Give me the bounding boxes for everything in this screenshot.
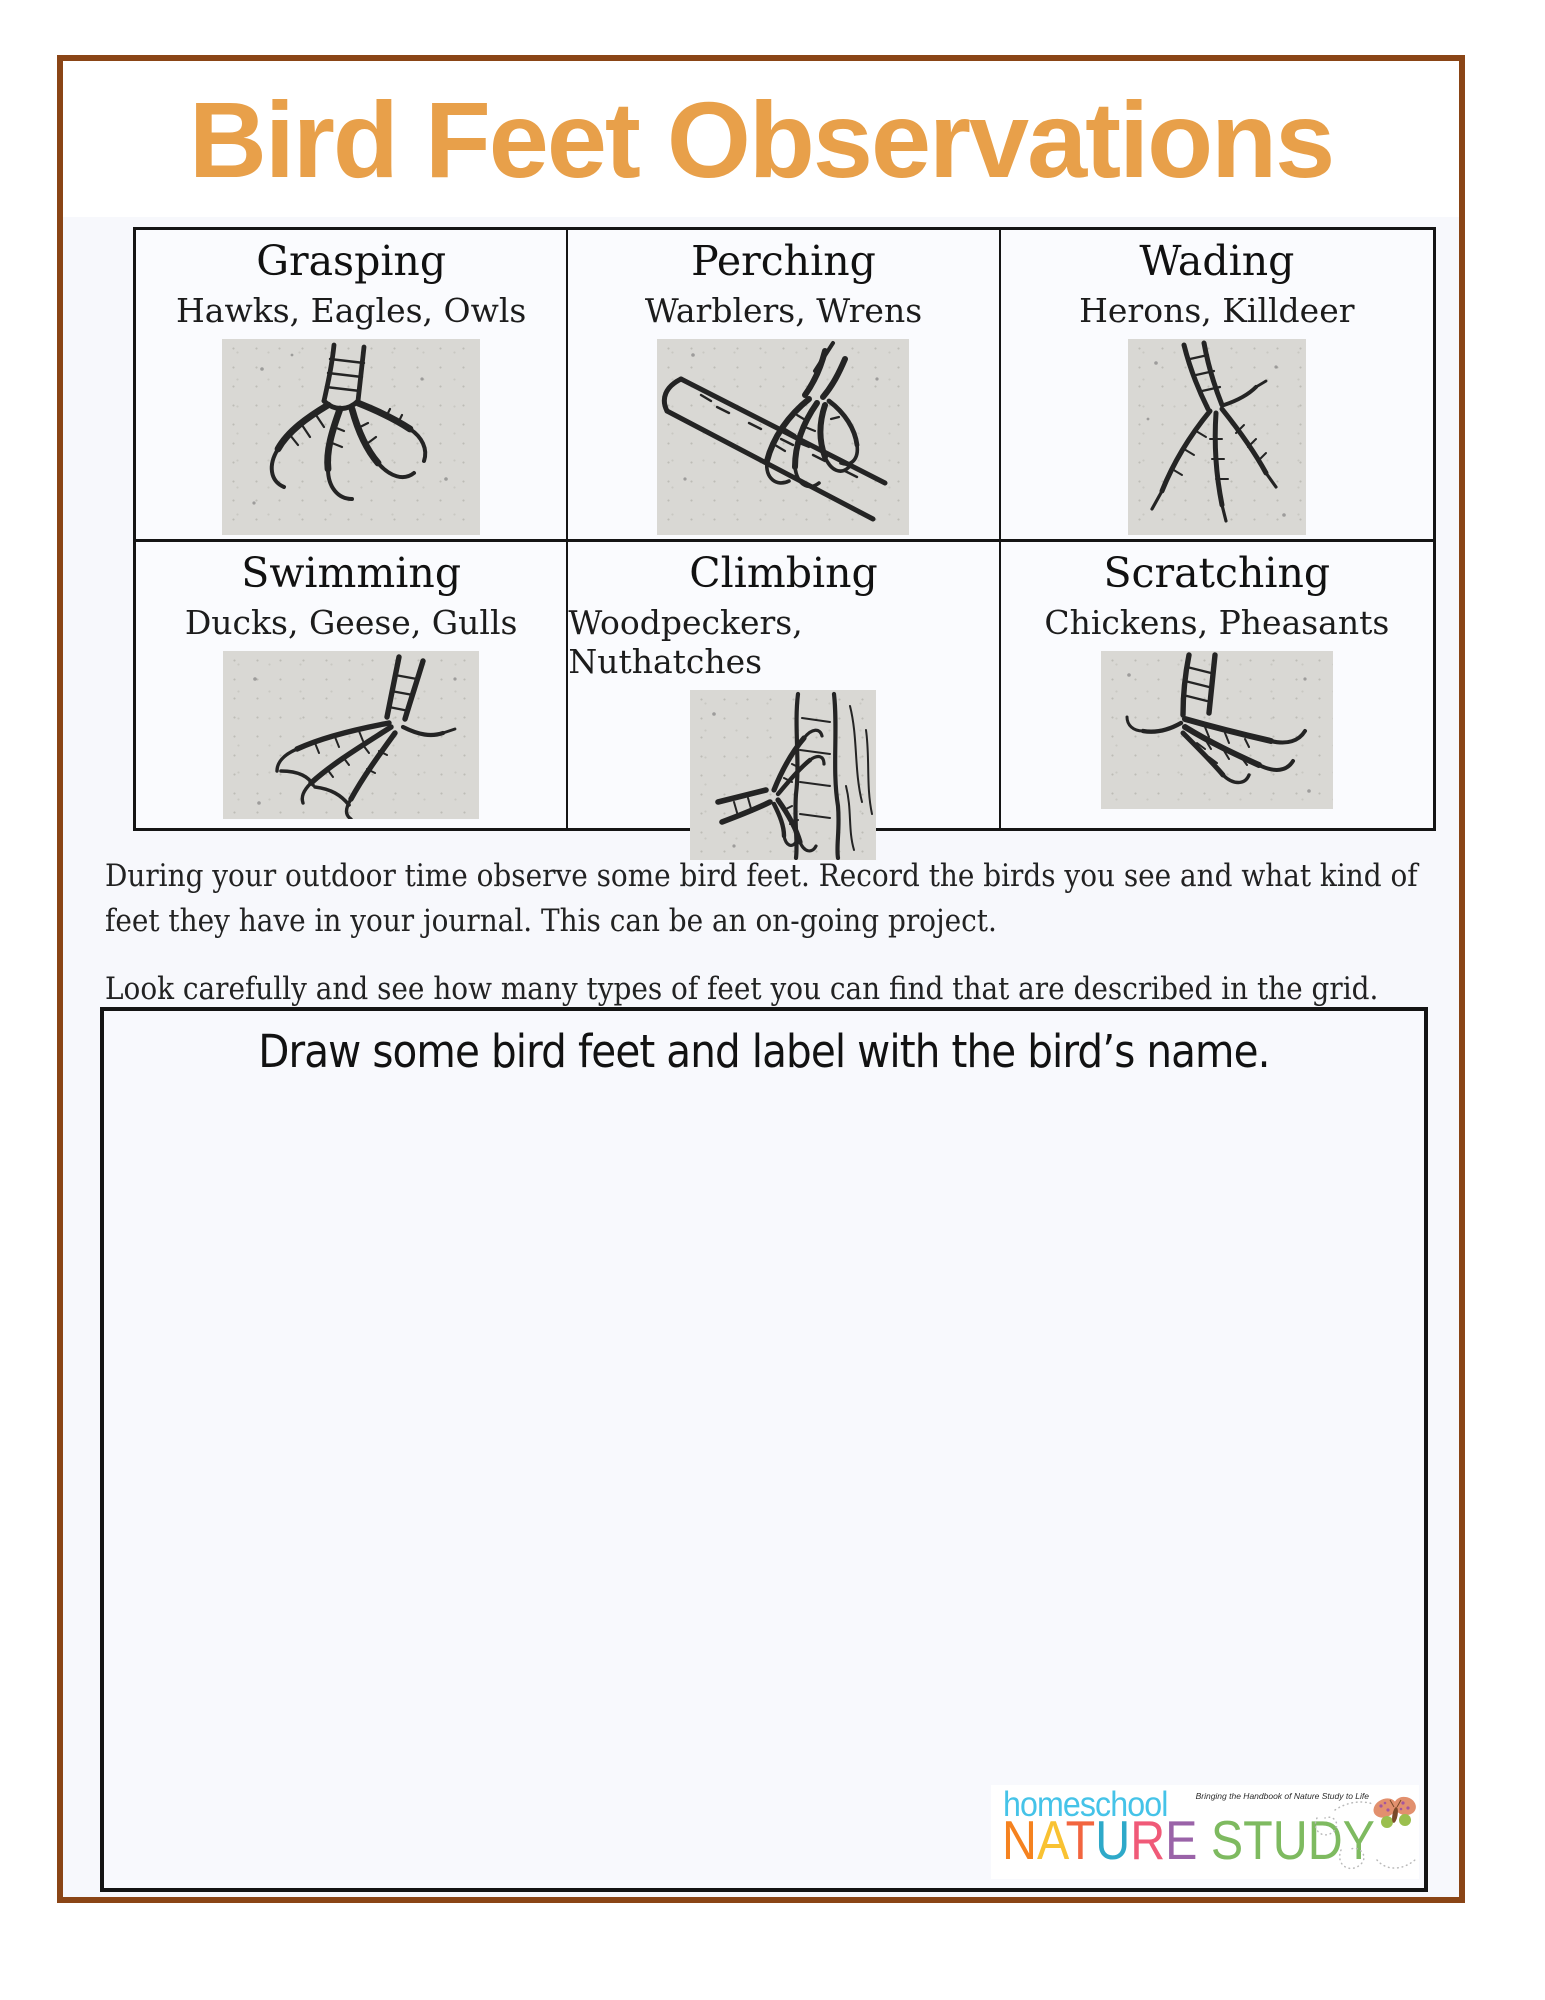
butterfly <box>1370 1794 1418 1828</box>
swimming-foot-illustration <box>223 651 479 819</box>
title-band <box>63 61 1459 217</box>
cell-birds-label: Herons, Killdeer <box>1079 291 1355 331</box>
grid-cell-wading <box>1001 230 1433 542</box>
homeschool-nature-study-logo <box>991 1785 1419 1879</box>
cell-type-label: Grasping <box>256 237 447 285</box>
wading-foot-illustration <box>1128 339 1306 535</box>
cell-type-label: Perching <box>691 237 876 285</box>
grid-cell-perching <box>568 230 1000 542</box>
cell-birds-label: Hawks, Eagles, Owls <box>176 291 527 331</box>
cell-type-label: Swimming <box>241 549 462 597</box>
draw-prompt: Draw some bird feet and label with the bird’s name. <box>258 1025 1270 1078</box>
grasping-foot-illustration <box>222 339 480 535</box>
cell-birds-label: Chickens, Pheasants <box>1044 603 1390 643</box>
grid-cell-swimming <box>136 542 568 828</box>
cell-birds-label: Ducks, Geese, Gulls <box>184 603 518 643</box>
logo-homeschool: homeschool <box>1003 1785 1168 1824</box>
cell-type-label: Climbing <box>689 549 878 597</box>
cell-birds-label: Warblers, Wrens <box>644 291 923 331</box>
grid-cell-scratching <box>1001 542 1433 828</box>
cell-type-label: Scratching <box>1103 549 1331 597</box>
drawing-area <box>100 1007 1428 1892</box>
grid-cell-climbing <box>568 542 1000 828</box>
instructions-paragraph-1: During your outdoor time observe some bird feet. Record the birds you see and what kind of feet they have in your journal. This can be an on-going project. <box>105 858 1418 939</box>
climbing-foot-illustration <box>690 690 876 860</box>
perching-foot-illustration <box>657 339 909 535</box>
butterfly-icon <box>1311 1788 1423 1880</box>
instructions-paragraph-2: Look carefully and see how many types of feet you can find that are described in the grid. <box>105 971 1379 1007</box>
cell-birds-label: Woodpeckers, Nuthatches <box>568 603 803 682</box>
logo-tagline: Bringing the Handbook of Nature Study to Life <box>1195 1791 1369 1801</box>
logo-study-word: STUDY <box>1197 1809 1375 1871</box>
grid-cell-grasping <box>136 230 568 542</box>
scratching-foot-illustration <box>1101 651 1333 809</box>
page-title: Bird Feet Observations <box>188 78 1334 200</box>
page-frame <box>57 55 1465 1903</box>
bird-feet-grid <box>133 227 1436 831</box>
logo-nature-word: NATURE <box>1002 1809 1198 1871</box>
cell-type-label: Wading <box>1139 237 1295 285</box>
